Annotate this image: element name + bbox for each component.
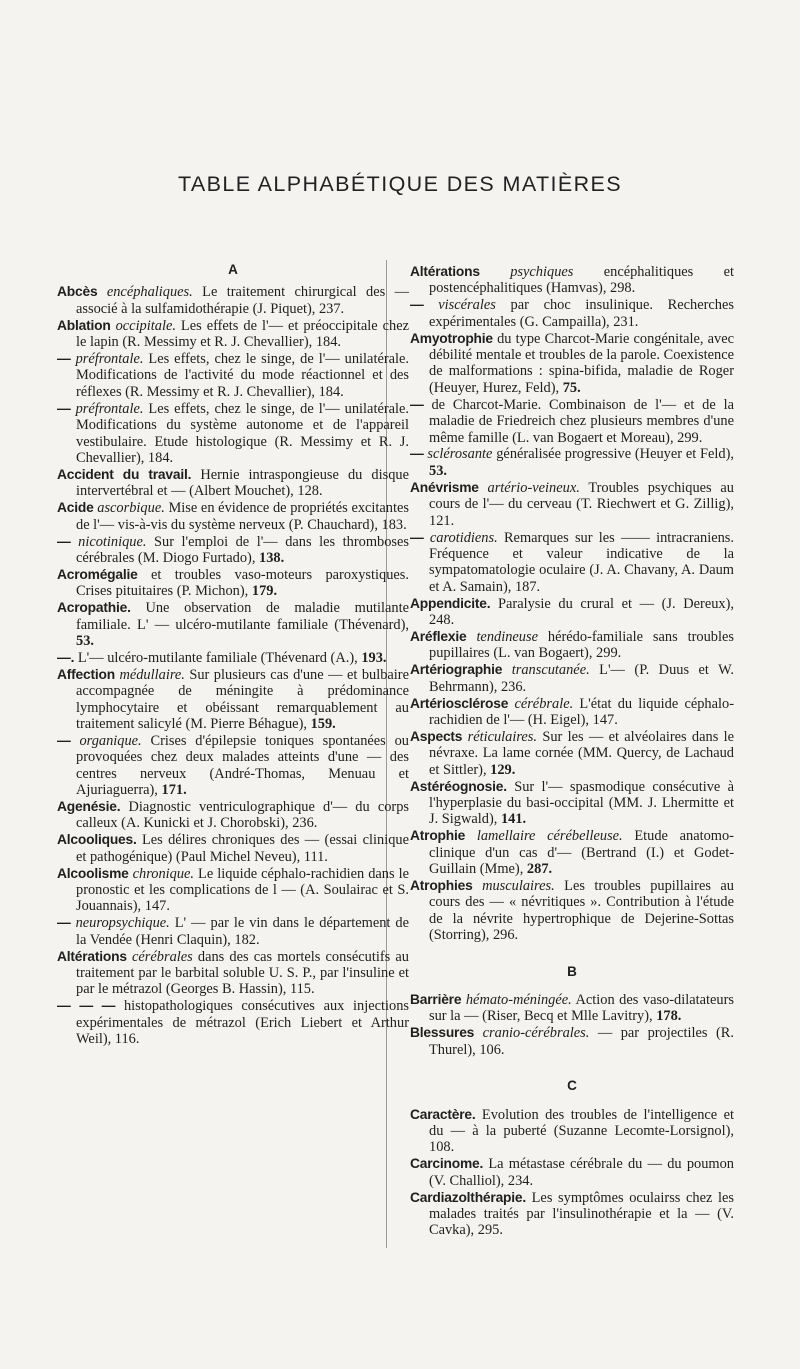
entry-heading: Aspects bbox=[410, 728, 463, 744]
index-entry bbox=[410, 629, 734, 662]
section-letter-a: A bbox=[228, 262, 238, 277]
entry-subheading: organique. bbox=[79, 732, 142, 749]
entry-page-number: 53. bbox=[76, 632, 94, 649]
entry-text: Evolution des troubles de l'intelligence et du — à la puberté (Suzanne Lecomte-Lorsignol), bbox=[429, 1106, 734, 1139]
entry-heading: — bbox=[57, 732, 71, 748]
entry-text: Remarques sur les —— intracraniens. Fréquence et valeur indicative de la sympatomatologie oculaire (J. A. Chavany, A. Daum et A. Samain), bbox=[429, 529, 734, 595]
entry-subheading: cérébrales bbox=[132, 948, 193, 965]
right-entry-list-a bbox=[410, 264, 734, 944]
entry-text: Les symptômes oculairss chez les malades traités par l'insulinothérapie et la — (V. Cavka), bbox=[429, 1189, 734, 1239]
entry-page-number: 182. bbox=[230, 931, 260, 948]
index-entry bbox=[57, 667, 409, 733]
entry-text: histopathologiques consécutives aux injections expérimentales de métrazol (Erich Liebert et Arthur Weil), bbox=[76, 998, 409, 1048]
entry-page-number: 236. bbox=[497, 678, 527, 695]
entry-text: du type Charcot-Marie congénitale, avec débilité mentale et troubles de la parole. Coexistence de malformations : spina-bifida, maladie de Roger (Heuyer, Hurez, Feld), bbox=[429, 330, 734, 396]
entry-page-number: 296. bbox=[489, 927, 519, 944]
entry-subheading: ascorbique. bbox=[97, 500, 165, 517]
entry-page-number: 138. bbox=[255, 549, 285, 566]
entry-subheading: préfrontale. bbox=[75, 400, 144, 417]
entry-page-number: 159. bbox=[306, 715, 336, 732]
entry-heading: Atrophies bbox=[410, 878, 473, 894]
entry-page-number: 299. bbox=[592, 645, 622, 662]
index-entry bbox=[57, 534, 409, 567]
entry-subheading: musculaires. bbox=[482, 878, 555, 895]
entry-page-number: 147. bbox=[589, 711, 618, 728]
entry-page-number: 187. bbox=[511, 578, 541, 595]
index-entry bbox=[57, 799, 409, 832]
index-entry bbox=[410, 331, 734, 397]
entry-subheading: artério-veineux. bbox=[487, 479, 580, 496]
entry-heading: Ablation bbox=[57, 317, 111, 333]
index-entry bbox=[57, 500, 409, 533]
entry-page-number: 178. bbox=[652, 1008, 682, 1025]
entry-heading: Astéréognosie. bbox=[410, 778, 507, 794]
entry-text: dans des cas mortels consécutifs au traitement par le barbital soluble U. S. P., par l'insuline et par le métrazol (Georges B. Hassin), bbox=[76, 948, 409, 998]
entry-heading: Acide bbox=[57, 500, 94, 516]
entry-heading: Artériosclérose bbox=[410, 695, 509, 711]
section-letter-b: B bbox=[567, 963, 577, 979]
entry-page-number: 184. bbox=[315, 383, 344, 400]
entry-heading: Alcooliques. bbox=[57, 832, 137, 848]
entry-text: Troubles psychiques au cours de l'— du cerveau (T. Riechwert et G. Zillig), bbox=[429, 479, 734, 513]
entry-heading: — bbox=[57, 351, 71, 367]
index-entry bbox=[410, 480, 734, 529]
index-entry bbox=[410, 297, 734, 330]
entry-subheading: psychiques bbox=[510, 264, 574, 280]
entry-text: par choc insulinique. Recherches expérimentales (G. Campailla), bbox=[429, 297, 734, 330]
index-entry bbox=[57, 318, 409, 351]
entry-page-number: 141. bbox=[497, 811, 527, 828]
index-entry bbox=[57, 467, 409, 500]
entry-heading: Acropathie. bbox=[57, 600, 131, 616]
entry-heading: Aréflexie bbox=[410, 628, 467, 644]
entry-text: Paralysie du crural et — (J. Dereux), bbox=[490, 595, 734, 612]
index-entry bbox=[57, 866, 409, 915]
index-entry bbox=[57, 284, 409, 317]
entry-page-number: 299. bbox=[673, 429, 703, 446]
entry-page-number: 111. bbox=[300, 848, 328, 865]
index-entry bbox=[57, 351, 409, 400]
index-entry bbox=[57, 832, 409, 865]
entry-heading: Cardiazolthérapie. bbox=[410, 1189, 527, 1205]
index-entry bbox=[410, 530, 734, 596]
entry-text: L'état du liquide céphalo-rachidien de l'— (H. Eigel), bbox=[429, 695, 734, 728]
entry-heading: Atrophie bbox=[410, 828, 466, 844]
entry-heading: Barrière bbox=[410, 992, 462, 1008]
index-entry bbox=[57, 915, 409, 948]
entry-page-number: 184. bbox=[312, 334, 341, 351]
entry-text: Les troubles pupillaires au cours des — « névritiques ». Contribution à l'étude de la névrite hypertrophique de Dejerine-Sottas (Storring), bbox=[429, 878, 734, 944]
index-entry bbox=[410, 1107, 734, 1156]
entry-subheading: cranio-cérébrales. bbox=[482, 1025, 590, 1042]
entry-page-number: 171. bbox=[157, 782, 187, 799]
entry-heading: Amyotrophie bbox=[410, 330, 493, 346]
index-entry bbox=[57, 650, 409, 666]
entry-heading: Accident du travail. bbox=[57, 466, 192, 482]
entry-subheading: tendineuse bbox=[476, 628, 538, 645]
index-entry bbox=[410, 828, 734, 877]
entry-heading: Blessures bbox=[410, 1025, 475, 1041]
entry-text: L'— ulcéro-mutilante familiale (Thévenard (A.), bbox=[74, 649, 358, 666]
index-entry bbox=[410, 878, 734, 944]
entry-heading: Abcès bbox=[57, 284, 98, 300]
entry-text: Une observation de maladie mutilante familiale. L' — ulcéro-mutilante familiale (Thévenard), bbox=[76, 600, 409, 633]
entry-subheading: viscérales bbox=[438, 297, 496, 314]
entry-heading: Acromégalie bbox=[57, 566, 138, 582]
index-entry bbox=[410, 397, 734, 446]
entry-page-number: 236. bbox=[288, 815, 318, 832]
entry-page-number: 237. bbox=[315, 300, 345, 317]
entry-subheading: chronique. bbox=[132, 865, 195, 882]
entry-subheading: encéphaliques. bbox=[106, 284, 193, 301]
entry-heading: — — — bbox=[57, 998, 116, 1014]
entry-subheading: cérébrale. bbox=[514, 695, 574, 712]
entry-page-number: 231. bbox=[609, 313, 639, 330]
entry-heading: — bbox=[410, 446, 424, 462]
left-entry-list bbox=[57, 284, 409, 1047]
entry-page-number: 287. bbox=[523, 861, 553, 878]
entry-text: de Charcot-Marie. Combinaison de l'— et de la maladie de Friedreich chez plusieurs membres d'une même famille (L. van Bogaert et Moreau), bbox=[423, 396, 734, 446]
entry-heading: Appendicite. bbox=[410, 595, 491, 611]
index-entry bbox=[57, 600, 409, 649]
entry-heading: — bbox=[57, 400, 71, 416]
entry-heading: Anévrisme bbox=[410, 479, 479, 495]
entry-text: Diagnostic ventriculographique d'— du corps calleux (A. Kunicki et J. Chorobski), bbox=[76, 799, 409, 832]
entry-heading: — bbox=[57, 915, 71, 931]
index-entry bbox=[57, 998, 409, 1047]
entry-page-number: 75. bbox=[559, 379, 581, 396]
entry-heading: Agenésie. bbox=[57, 799, 121, 814]
entry-text: Les effets de l'— et préoccipitale chez le lapin (R. Messimy et R. J. Chevallier), bbox=[76, 317, 409, 351]
index-entry bbox=[410, 1156, 734, 1189]
entry-page-number: 106. bbox=[475, 1041, 505, 1058]
entry-text: hérédo-familiale sans troubles pupillaires (L. van Bogaert), bbox=[429, 628, 734, 662]
entry-page-number: 298. bbox=[606, 280, 636, 297]
entry-heading: Affection bbox=[57, 666, 115, 682]
index-entry bbox=[410, 596, 734, 629]
entry-text: Etude anatomo-clinique d'un cas d'— (Bertrand (I.) et Godet-Guillain (Mme), bbox=[429, 828, 734, 878]
right-entry-list-c bbox=[410, 1107, 734, 1239]
index-entry bbox=[410, 264, 734, 297]
entry-subheading: lamellaire cérébelleuse. bbox=[476, 828, 623, 845]
entry-text: Les délires chroniques des — (essai clinique et pathogénique) (Paul Michel Neveu), bbox=[76, 832, 409, 865]
entry-subheading: transcutanée. bbox=[511, 662, 590, 679]
entry-page-number: 128. bbox=[293, 483, 323, 500]
entry-subheading: réticulaires. bbox=[467, 728, 538, 745]
index-entry bbox=[57, 401, 409, 467]
entry-text: Crises d'épilepsie toniques spontanées ou provoquées chez deux malades atteints d'une — des centres nerveux (André-Thomas, Menuau et Ajuriaguerra), bbox=[76, 732, 409, 799]
entry-subheading: médullaire. bbox=[119, 666, 185, 683]
entry-text: Les effets, chez le singe, de l'— unilatérale. Modifications de l'activité du mode réactionnel et des réflexes (R. Messimy et R. J. Chevallier), bbox=[76, 351, 409, 400]
index-entry bbox=[57, 733, 409, 799]
entry-subheading: préfrontale. bbox=[75, 351, 144, 368]
section-letter-c: C bbox=[567, 1078, 577, 1094]
entry-heading: Artériographie bbox=[410, 662, 503, 678]
entry-subheading: occipitale. bbox=[115, 317, 176, 334]
entry-text: — par projectiles (R. Thurel), bbox=[429, 1025, 734, 1058]
entry-page-number: 234. bbox=[504, 1172, 534, 1189]
index-entry bbox=[410, 446, 734, 479]
entry-page-number: 108. bbox=[429, 1139, 455, 1156]
entry-page-number: 121. bbox=[429, 512, 455, 529]
right-column bbox=[410, 264, 734, 1239]
index-entry bbox=[410, 779, 734, 828]
entry-text: Le traitement chirurgical des — associé à la sulfamidothérapie (J. Piquet), bbox=[76, 284, 409, 317]
entry-text: Sur plusieurs cas d'une — et bulbaire accompagnée de méningite à prédominance lymphocytaire et obéissant remarquablement au traitement salicylé (M. Pierre Béhague), bbox=[76, 666, 409, 732]
entry-text: L'— (P. Duus et W. Behrmann), bbox=[429, 662, 734, 695]
entry-heading: — bbox=[410, 529, 424, 545]
entry-page-number: 295. bbox=[474, 1222, 503, 1239]
entry-heading: Caractère. bbox=[410, 1106, 476, 1122]
entry-heading: —. bbox=[57, 649, 75, 665]
entry-text: Sur les — et alvéolaires dans le névraxe. La lame cornée (MM. Quercy, de Lachaud et Sittler), bbox=[429, 728, 734, 778]
entry-text: Sur l'emploi de l'— dans les thromboses cérébrales (M. Diogo Furtado), bbox=[76, 533, 409, 566]
entry-text: La métastase cérébrale du — du poumon (V. Challiol), bbox=[429, 1156, 734, 1189]
index-entry bbox=[410, 729, 734, 778]
entry-page-number: 129. bbox=[486, 761, 516, 778]
entry-text: Hernie intraspongieuse du disque intervertébral et — (Albert Mouchet), bbox=[76, 466, 410, 500]
index-entry bbox=[410, 1025, 734, 1058]
entry-heading: Alcoolisme bbox=[57, 865, 129, 881]
entry-page-number: 116. bbox=[111, 1031, 140, 1048]
entry-heading: — bbox=[410, 297, 424, 313]
page-title: TABLE ALPHABÉTIQUE DES MATIÈRES bbox=[177, 172, 623, 196]
entry-text: Le liquide céphalo-rachidien dans le pronostic et les complications de l — (A. Soulairac et S. Jouannais), bbox=[76, 865, 409, 915]
index-entry bbox=[410, 992, 734, 1025]
entry-page-number: 183. bbox=[377, 516, 407, 533]
entry-page-number: 53. bbox=[429, 462, 447, 479]
entry-text: Sur l'— spasmodique consécutive à l'hyperplasie du basi-occipital (MM. J. Lhermitte et J. Sigwald), bbox=[429, 778, 734, 828]
entry-text: généralisée progressive (Heuyer et Feld), bbox=[492, 446, 734, 463]
index-entry bbox=[410, 662, 734, 695]
entry-subheading: hémato-méningée. bbox=[465, 992, 572, 1009]
entry-page-number: 248. bbox=[429, 612, 455, 629]
entry-page-number: 179. bbox=[248, 583, 278, 600]
entry-text: L' — par le vin dans le département de la Vendée (Henri Claquin), bbox=[76, 915, 409, 948]
entry-text: Action des vaso-dilatateurs sur la — (Riser, Becq et Mlle Lavitry), bbox=[429, 992, 734, 1025]
left-column bbox=[57, 262, 409, 1048]
index-entry bbox=[410, 1190, 734, 1239]
entry-heading: Carcinome. bbox=[410, 1156, 484, 1172]
right-entry-list-b bbox=[410, 992, 734, 1058]
entry-heading: Altérations bbox=[57, 948, 127, 964]
entry-subheading: carotidiens. bbox=[429, 529, 498, 546]
index-entry bbox=[410, 696, 734, 729]
entry-page-number: 147. bbox=[141, 898, 170, 915]
entry-text: Les effets, chez le singe, de l'— unilatérale. Modifications du système autonome et de l'appareil vestibulaire. Etude histologique (R. Messimy et R. J. Chevallier), bbox=[76, 400, 409, 466]
entry-subheading: sclérosante bbox=[427, 446, 493, 463]
entry-subheading: neuropsychique. bbox=[75, 915, 170, 932]
entry-text: et troubles vaso-moteurs paroxystiques. Crises pituitaires (P. Michon), bbox=[76, 566, 409, 600]
entry-text: encéphalitiques et postencéphalitiques (Hamvas), bbox=[429, 264, 734, 297]
index-entry bbox=[57, 949, 409, 998]
entry-heading: — bbox=[410, 396, 424, 412]
index-entry bbox=[57, 567, 409, 600]
entry-heading: — bbox=[57, 533, 71, 549]
entry-heading: Altérations bbox=[410, 264, 480, 279]
entry-subheading: nicotinique. bbox=[78, 533, 147, 550]
entry-text: Mise en évidence de propriétés excitantes de l'— vis-à-vis du système nerveux (P. Chauchard), bbox=[76, 500, 409, 533]
entry-page-number: 193. bbox=[357, 649, 387, 666]
entry-page-number: 115. bbox=[286, 981, 315, 998]
entry-page-number: 184. bbox=[144, 449, 174, 466]
